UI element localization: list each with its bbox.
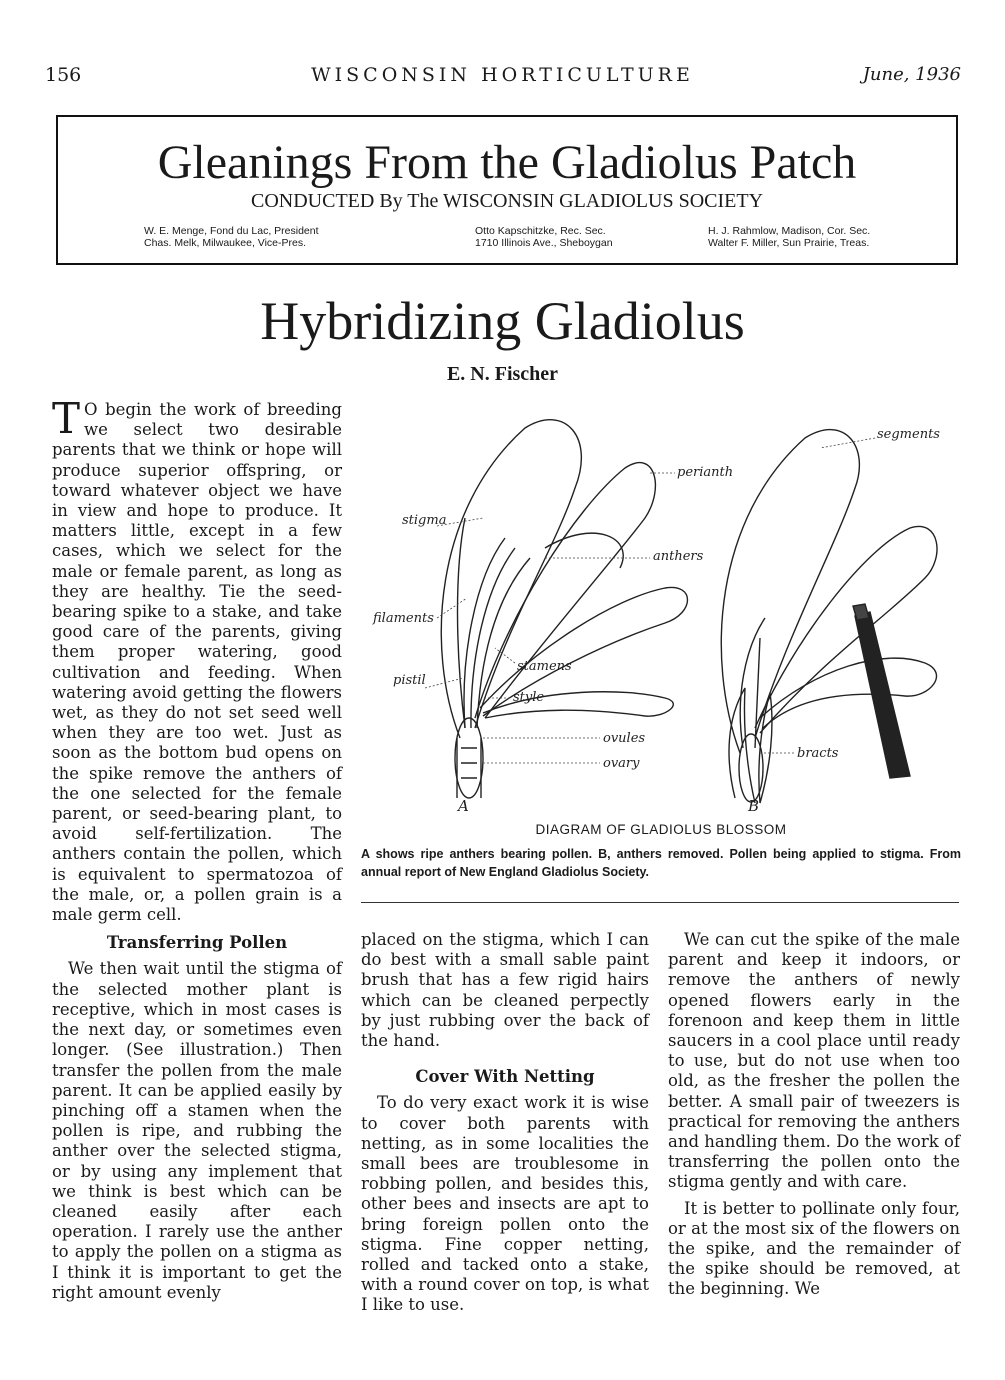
officers-list <box>144 225 924 257</box>
paragraph: placed on the stigma, which I can do best with a small sable paint brush that has a few rigid hairs which can be cleaned perpectly by just rubbing over the back of the hand. <box>361 930 649 1051</box>
officer-block: H. J. Rahmlow, Madison, Cor. Sec. Walter F. Miller, Sun Prairie, Treas. <box>708 225 871 249</box>
article-title: Hybridizing Gladiolus <box>260 291 745 351</box>
gladiolus-diagram <box>365 398 960 818</box>
label-perianth: perianth <box>677 465 734 480</box>
running-head <box>0 64 1005 94</box>
label-flower-b: B <box>748 797 760 815</box>
figure-caption: A shows ripe anthers bearing pollen. B, anthers removed. Pollen being applied to stigma. From annual report of New England Gladiolus Society. <box>361 847 961 879</box>
magazine-name: WISCONSIN HORTICULTURE <box>311 64 694 86</box>
label-bracts: bracts <box>797 746 839 761</box>
figure-caption-title: DIAGRAM OF GLADIOLUS BLOSSOM <box>535 822 787 837</box>
diagram-illustration <box>365 398 960 818</box>
department-header-box <box>56 115 958 265</box>
paragraph: We can cut the spike of the male parent and keep it indoors, or remove the anthers of newly opened flowers early in the forenoon and keep them in little saucers in a cool place until ready to use, but do not use when too old, as the fresher the pollen the better. A small pair of tweezers is practical for removing the anthers and handling them. Do the work of transferring the pollen onto the stigma gently and with care. <box>668 930 960 1192</box>
label-segments: segments <box>877 427 940 442</box>
issue-date: June, 1936 <box>862 64 961 85</box>
label-anthers: anthers <box>653 549 704 564</box>
paragraph: It is better to pollinate only four, or at the most six of the flowers on the spike, and the remainder of the spike should be removed, at the beginning. We <box>668 1198 960 1299</box>
label-flower-a: A <box>458 797 469 815</box>
label-ovules: ovules <box>603 731 646 746</box>
page-number: 156 <box>45 64 82 86</box>
section-heading: Cover With Netting <box>415 1067 595 1087</box>
label-pistil: pistil <box>393 673 426 688</box>
label-filaments: filaments <box>373 611 434 626</box>
label-ovary: ovary <box>603 756 640 771</box>
officer-block: W. E. Menge, Fond du Lac, President Chas. Melk, Milwaukee, Vice-Pres. <box>144 225 319 249</box>
label-style: style <box>513 690 545 705</box>
text-column-2 <box>361 930 649 1322</box>
officer-block: Otto Kapschitzke, Rec. Sec. 1710 Illinois Ave., Sheboygan <box>475 225 613 249</box>
department-title: Gleanings From the Gladiolus Patch <box>157 136 857 189</box>
paragraph: T O begin the work of breeding we select two desirable parents that we think or hope will produce superior offspring, or toward whatever object we have in view and hope to produce. It matters little, except in a few cases, which we select for the male or female parent, as long as they are healthy. Tie the seed-bearing spike to a stake, and take good care of the parents, giving them proper watering, good cultivation and feeding. When watering avoid getting the flowers wet, as they do not set seed well when they are too wet. Just as soon as the bottom bud opens on the spike remove the anthers of the one selected for the female parent, or seed-bearing plant, to avoid self-fertilization. The anthers contain the pollen, which is equivalent to spermatozoa of the male, or, a pollen grain is a male germ cell. <box>52 394 342 925</box>
label-stigma: stigma <box>402 513 447 528</box>
label-stamens: stamens <box>517 659 572 674</box>
divider <box>361 902 959 903</box>
paragraph: We then wait until the stigma of the selected mother plant is receptive, which in most cases is the next day, or sometimes even longer. (See illustration.) Then transfer the pollen from the male parent. It can be applied easily by pinching off a stamen when the pollen is ripe, and rubbing the anther over the selected stigma, or by using any implement that we think is best which can be cleaned easily after each operation. I rarely use the anther to apply the pollen on a stigma as I think it is important to get the right amount evenly <box>52 959 342 1302</box>
text-column-1 <box>52 394 342 1309</box>
conducted-by-line: CONDUCTED By The WISCONSIN GLADIOLUS SOCIETY <box>250 190 764 212</box>
paragraph: To do very exact work it is wise to cover both parents with netting, as in some localities the small bees are troublesome in robbing pollen, and besides this, other bees and insects are apt to bring foreign pollen onto the stigma. Fine copper netting, rolled and tacked onto a stake, with a round cover on top, is what I like to use. <box>361 1093 649 1315</box>
drop-cap: T <box>52 394 81 443</box>
section-heading: Transferring Pollen <box>106 933 288 953</box>
article-author: E. N. Fischer <box>446 363 559 385</box>
text-column-3 <box>668 930 960 1306</box>
